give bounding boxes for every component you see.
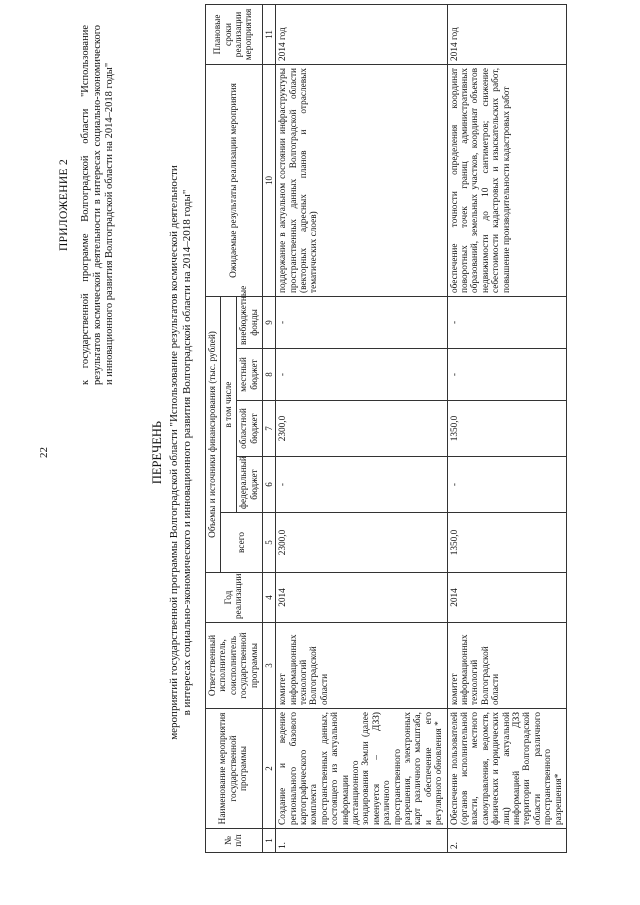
implementation-year: 2014	[276, 573, 448, 623]
header-planned: Плановые сроки реализации мероприятия	[206, 4, 263, 64]
funding-total: 1350,0	[447, 513, 566, 573]
header-funding: Объемы и источники финансирования (тыс. рублей)	[206, 296, 221, 572]
funding-local: -	[447, 349, 566, 401]
header-no: № п/п	[206, 829, 263, 853]
appendix-title: ПРИЛОЖЕНИЕ 2	[58, 159, 70, 252]
column-number: 8	[263, 349, 276, 401]
heading-line-1: мероприятий государственной программы Волгоградской области "Использование результатов космической деятельности	[167, 165, 180, 740]
header-federal: федеральный бюджет	[237, 457, 263, 513]
funding-total: 2300,0	[276, 513, 448, 573]
expected-results: обеспечение точности определения координат поворотных точек границ административных образований, земельных участков, координат объектов недвижимости до 10 сантиметров; снижение себестоимости кадастровых и изыскательских работ, повышение производительности кадастровых работ	[447, 64, 566, 296]
column-number: 9	[263, 296, 276, 348]
heading-line-2: в интересах социально-экономического и инновационного развития Волгоградской области на 2014–2018 годы"	[181, 189, 194, 716]
column-number: 1	[263, 829, 276, 853]
funding-federal: -	[276, 457, 448, 513]
row-number: 2.	[447, 829, 566, 853]
measure-name: Создание и ведение регионального базового картографического комплекта пространственных данных, состоящего из актуальной информации дистанционного зондирования Земли (далее именуется – ДЗЗ) различного пространственного разрешения, электронных карт различного масштаба, и обеспечение его регулярного обновления *	[276, 709, 448, 829]
expected-results: поддержание в актуальном состоянии инфраструктуры пространственных данных Волгоградской области (векторных адресных планов и отраслевых тематических слоев)	[276, 64, 448, 296]
funding-regional: 1350,0	[447, 401, 566, 457]
row-number: 1.	[276, 829, 448, 853]
table-row	[447, 4, 566, 852]
funding-federal: -	[447, 457, 566, 513]
planned-term: 2014 год	[276, 4, 448, 64]
measure-name: Обеспечение пользователей (органов исполнительной власти, местного самоуправления, ведомств, физических и юридических лиц) актуальной информацией ДЗЗ территории Волгоградской области различного пространственного разрешения*	[447, 709, 566, 829]
column-number: 5	[263, 513, 276, 573]
appendix-text: к государственной программе Волгоградской области "Использование результатов космической деятельности в интересах социально-экономического и инновационного развития Волгоградской области на 2014–2018 годы"	[79, 25, 116, 385]
responsible-executor: комитет информационных технологий Волгоградской области	[276, 623, 448, 709]
column-number: 11	[263, 4, 276, 64]
column-number: 10	[263, 64, 276, 296]
header-local: местный бюджет	[237, 349, 263, 401]
header-offbudget: внебюджетные фонды	[237, 296, 263, 348]
table-row	[276, 4, 448, 852]
planned-term: 2014 год	[447, 4, 566, 64]
responsible-executor: комитет информационных технологий Волгоградской области	[447, 623, 566, 709]
header-responsible: Ответственный исполнитель, соисполнитель государственной программы	[206, 623, 263, 709]
header-year: Год реализации	[206, 573, 263, 623]
header-including: в том числе	[221, 296, 237, 512]
header-name: Наименование мероприятия государственной программы	[206, 709, 263, 829]
heading-title: ПЕРЕЧЕНЬ	[150, 420, 164, 485]
header-total: всего	[221, 513, 263, 573]
funding-offbudget: -	[447, 296, 566, 348]
document-heading	[150, 60, 195, 845]
appendix-block	[58, 25, 117, 385]
column-number: 7	[263, 401, 276, 457]
measures-table	[205, 4, 567, 853]
page-number: 22	[38, 447, 50, 458]
header-regional: областной бюджет	[237, 401, 263, 457]
implementation-year: 2014	[447, 573, 566, 623]
column-number: 4	[263, 573, 276, 623]
header-results: Ожидаемые результаты реализации мероприятия	[206, 64, 263, 296]
funding-offbudget: -	[276, 296, 448, 348]
column-number-row	[263, 4, 276, 852]
funding-regional: 2300,0	[276, 401, 448, 457]
column-number: 2	[263, 709, 276, 829]
measures-table-wrapper	[205, 5, 567, 853]
column-number: 3	[263, 623, 276, 709]
column-number: 6	[263, 457, 276, 513]
funding-local: -	[276, 349, 448, 401]
